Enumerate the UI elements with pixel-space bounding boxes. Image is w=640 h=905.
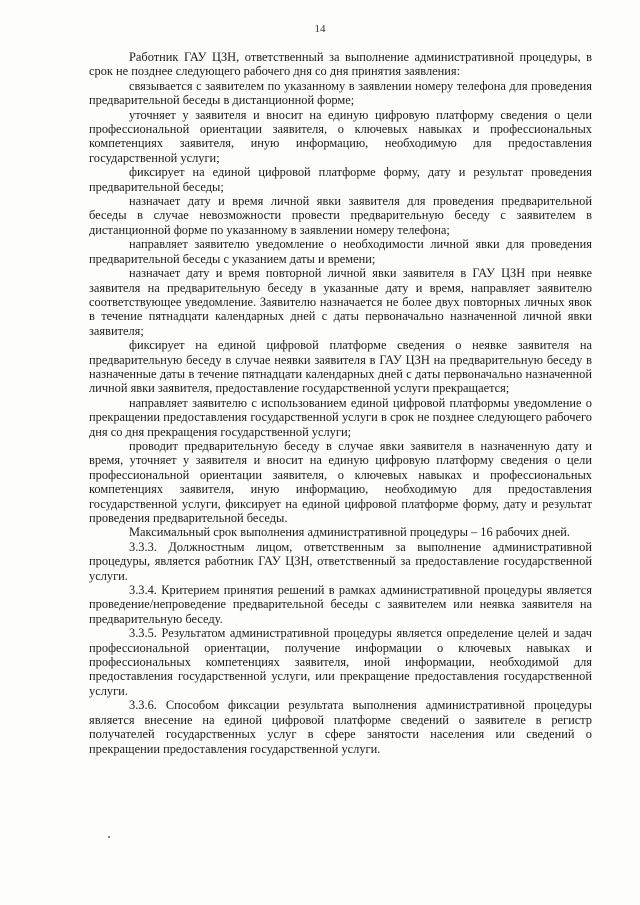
paragraph-record-absence: фиксирует на единой цифровой платформе сведения о неявке заявителя на предварительную беседу в случае неявки заявителя в ГАУ ЦЗН на предварительную беседу в назначенные даты в течение пятнадцати календарных дней с даты первоначально назначенной личной явки заявителя, предоставление государственной услуги прекращается; [89, 338, 592, 396]
paragraph-3-3-5: 3.3.5. Результатом административной процедуры является определение целей и задач профессиональной ориентации, получение информации о ключевых навыках и профессиональных компетенциях заявителя, иной информации, необходимой для предоставления государственной услуги, или прекращение предоставления государственной услуги. [89, 626, 592, 698]
paragraph-schedule-visit: назначает дату и время личной явки заявителя для проведения предварительной беседы в случае невозможности провести предварительную беседу с заявителем в дистанционной форме по указанному в заявлении номеру телефона; [89, 194, 592, 237]
paragraph-max-duration: Максимальный срок выполнения административной процедуры – 16 рабочих дней. [129, 525, 570, 540]
page-number: 14 [314, 23, 326, 35]
paragraph-termination-notice: направляет заявителю с использованием единой цифровой платформы уведомление о прекращении предоставления государственной услуги в срок не позднее следующего рабочего дня со дня прекращения государственной услуги; [89, 395, 592, 439]
document-body [89, 50, 592, 756]
paragraph-contact-applicant: связывается с заявителем по указанному в заявлении номеру телефона для проведения предварительной беседы в дистанционной форме; [89, 78, 592, 108]
paragraph-repeat-visit: назначает дату и время повторной личной явки заявителя в ГАУ ЦЗН при неявке заявителя на предварительную беседу в указанные дату и время, направляет заявителю соответствующее уведомление. Заявителю назначается не более двух повторных личных явок в течение пятнадцати календарных дней с даты первоначально назначенной личной явки заявителя; [89, 266, 592, 338]
paragraph-3-3-3: 3.3.3. Должностным лицом, ответственным за выполнение административной процедуры, является работник ГАУ ЦЗН, ответственный за предоставление государственной услуги. [89, 539, 592, 583]
paragraph-3-3-6: 3.3.6. Способом фиксации результата выполнения административной процедуры является внесение на единой цифровой платформе сведений о заявителе в регистр получателей государственных услуг в сфере занятости населения или сведений о прекращении предоставления государственной услуги. [89, 698, 592, 756]
paragraph-clarify-goals: уточняет у заявителя и вносит на единую цифровую платформу сведения о цели профессиональной ориентации заявителя, о ключевых навыках и профессиональных компетенциях заявителя, иную информацию, необходимую для предоставления государственной услуги; [89, 107, 592, 165]
paragraph-record-conversation: фиксирует на единой цифровой платформе форму, дату и результат проведения предварительной беседы; [89, 165, 592, 194]
paragraph-intro: Работник ГАУ ЦЗН, ответственный за выполнение административной процедуры, в срок не позднее следующего рабочего дня со дня принятия заявления: [89, 50, 592, 79]
paragraph-conduct-conversation: проводит предварительную беседу в случае явки заявителя в назначенную дату и время, уточняет у заявителя и вносит на единую цифровую платформу сведения о цели профессиональной ориентации заявителя, о ключевых навыках и профессиональных компетенциях заявителя, иную информацию, необходимую для предоставления государственной услуги, фиксирует на единой цифровой платформе форму, дату и результат проведения предварительной беседы. [89, 438, 592, 525]
scan-speck [108, 836, 110, 838]
paragraph-send-notice: направляет заявителю уведомление о необходимости личной явки для проведения предварительной беседы с указанием даты и времени; [89, 237, 592, 266]
paragraph-3-3-4: 3.3.4. Критерием принятия решений в рамках административной процедуры является проведение/непроведение предварительной беседы с заявителем или неявка заявителя на предварительную беседу. [89, 583, 592, 626]
